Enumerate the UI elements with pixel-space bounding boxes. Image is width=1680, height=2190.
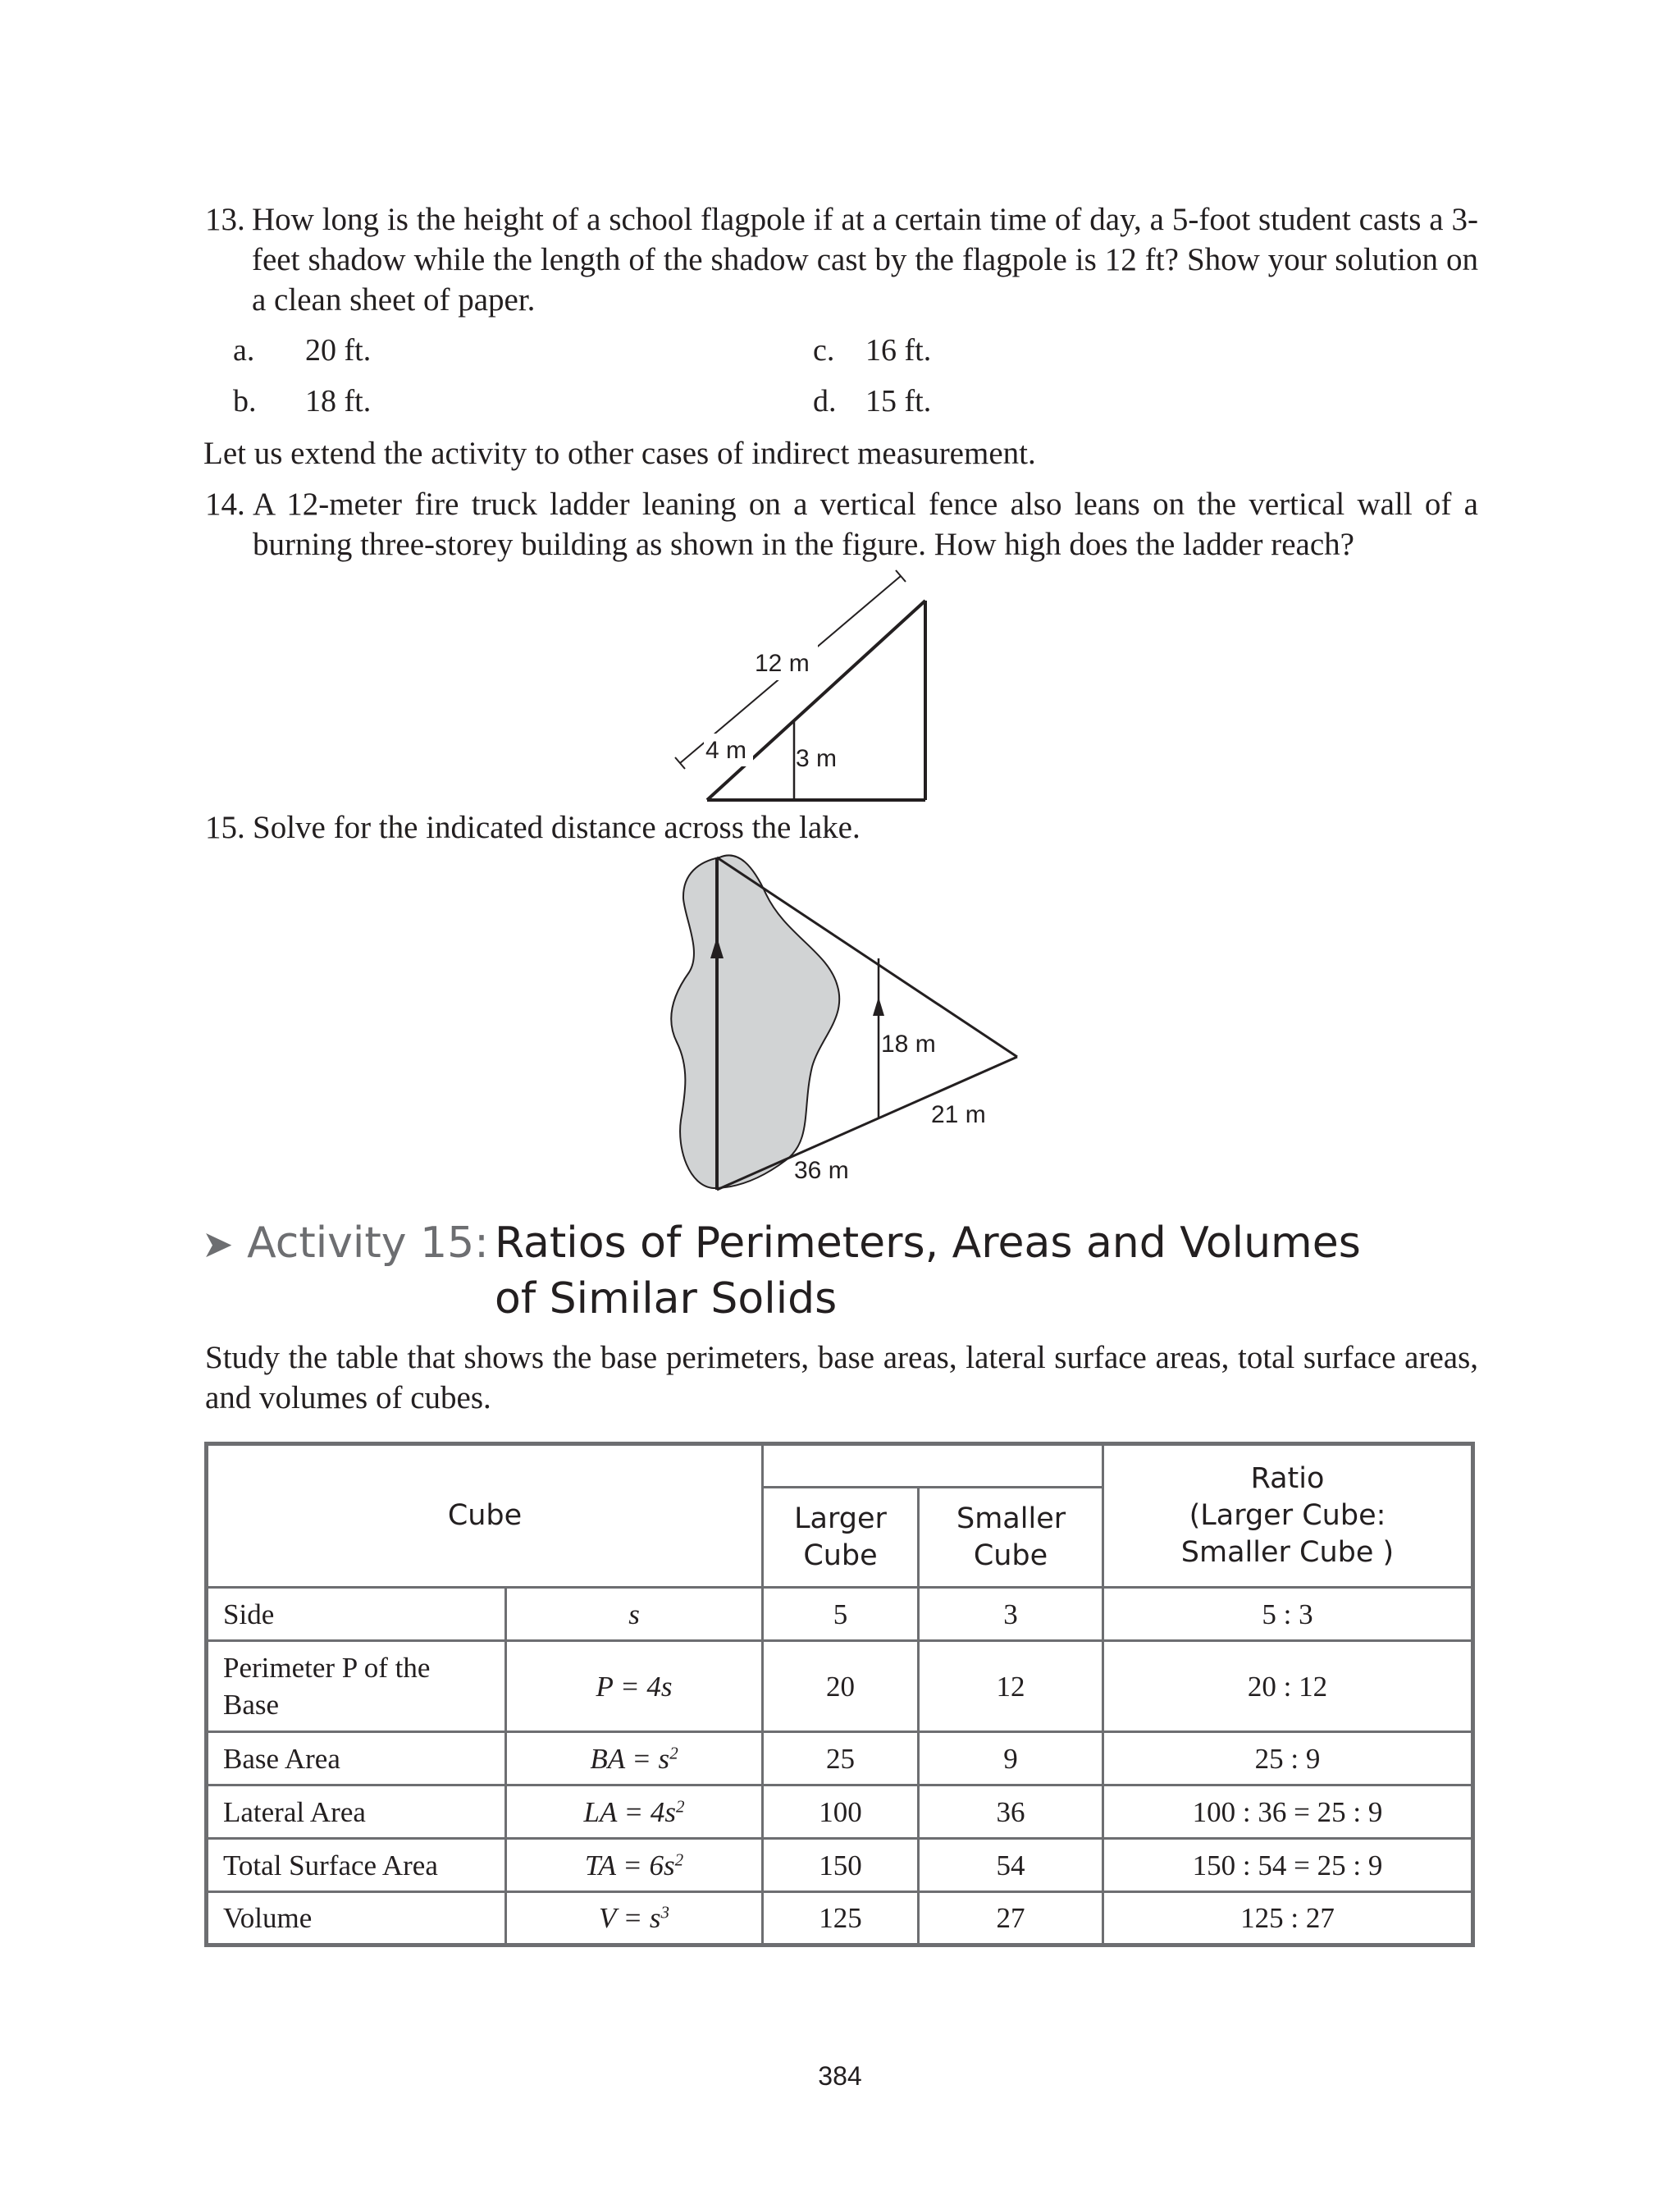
row-smaller: 9 — [919, 1732, 1103, 1785]
header-ratio-subtitle: (Larger Cube: Smaller Cube ) — [1180, 1499, 1395, 1569]
table-header-row — [207, 1444, 1473, 1488]
q13-option-a: 20 ft. — [305, 333, 372, 368]
q13-option-a-letter: a. — [233, 333, 255, 368]
q13-option-c: 16 ft. — [865, 333, 932, 368]
q14-text: A 12-meter fire truck ladder leaning on a vertical fence also leans on the vertical wall of a burning three-storey building as shown in the figure. How high does the ladder reach? — [253, 487, 1478, 562]
row-ratio: 5 : 3 — [1103, 1588, 1473, 1641]
table-row — [207, 1588, 1473, 1641]
formula-text: LA = 4s — [583, 1795, 676, 1828]
lake-figure — [656, 845, 1034, 1198]
dimension-tick-end — [896, 570, 906, 582]
formula-exponent: 2 — [674, 1849, 684, 1869]
q13-number: 13. — [205, 202, 245, 237]
activity-label: Activity 15: — [247, 1218, 489, 1268]
row-larger: 100 — [763, 1785, 919, 1839]
header-ratio-title: Ratio — [1250, 1462, 1325, 1495]
row-smaller: 27 — [919, 1892, 1103, 1945]
row-larger: 25 — [763, 1732, 919, 1785]
q13-text: How long is the height of a school flagpole if at a certain time of day, a 5-foot student casts a 3-feet shadow while the length of the shadow cast by the flagpole is 12 ft? Show your solution on a clean sheet of paper. — [252, 202, 1478, 318]
q13-option-b: 18 ft. — [305, 384, 372, 418]
header-larger-cube: Larger Cube — [763, 1488, 919, 1588]
dimension-tick-start — [675, 757, 685, 769]
row-ratio: 25 : 9 — [1103, 1732, 1473, 1785]
row-ratio: 100 : 36 = 25 : 9 — [1103, 1785, 1473, 1839]
row-ratio: 150 : 54 = 25 : 9 — [1103, 1839, 1473, 1892]
cube-table — [204, 1442, 1475, 1947]
row-name: Side — [207, 1588, 506, 1641]
q14-number: 14. — [205, 487, 245, 522]
row-formula: P = 4s — [506, 1641, 763, 1732]
intro-text: Study the table that shows the base perimeters, base areas, lateral surface areas, total surface areas, and volumes of cubes. — [205, 1340, 1478, 1415]
activity-arrow-icon: ➤ — [202, 1222, 234, 1266]
row-name: Perimeter P of the Base — [207, 1641, 506, 1732]
header-smaller-cube: Smaller Cube — [919, 1488, 1103, 1588]
row-name: Total Surface Area — [207, 1839, 506, 1892]
q13-option-d-letter: d. — [813, 384, 837, 418]
page-number: 384 — [818, 2061, 862, 2091]
activity-title-line2: of Similar Solids — [495, 1274, 838, 1324]
row-formula — [506, 1732, 763, 1785]
table-row — [207, 1641, 1473, 1732]
row-formula — [506, 1892, 763, 1945]
q15-text: Solve for the indicated distance across the lake. — [253, 810, 861, 845]
q15-number: 15. — [205, 810, 245, 845]
row-formula: s — [506, 1588, 763, 1641]
row-name: Base Area — [207, 1732, 506, 1785]
q13-option-d: 15 ft. — [865, 384, 932, 418]
extend-text: Let us extend the activity to other cases of indirect measurement. — [203, 436, 1036, 471]
row-smaller: 36 — [919, 1785, 1103, 1839]
row-formula — [506, 1785, 763, 1839]
table-row — [207, 1892, 1473, 1945]
activity-title-line1: Ratios of Perimeters, Areas and Volumes — [495, 1218, 1361, 1268]
table-row — [207, 1732, 1473, 1785]
formula-exponent: 2 — [675, 1795, 685, 1816]
row-smaller: 54 — [919, 1839, 1103, 1892]
lake-shape — [671, 855, 839, 1188]
row-larger: 150 — [763, 1839, 919, 1892]
header-cube: Cube — [207, 1444, 763, 1588]
header-blank — [763, 1444, 1103, 1488]
row-smaller: 12 — [919, 1641, 1103, 1732]
label-3m: 3 m — [796, 745, 838, 772]
q13-option-b-letter: b. — [233, 384, 257, 418]
label-21m: 21 m — [931, 1101, 986, 1128]
label-12m: 12 m — [755, 650, 810, 677]
q13-option-c-letter: c. — [813, 333, 835, 368]
ladder-figure — [656, 566, 984, 812]
row-formula — [506, 1839, 763, 1892]
formula-exponent: 2 — [669, 1742, 678, 1763]
row-name: Lateral Area — [207, 1785, 506, 1839]
header-ratio — [1103, 1444, 1473, 1588]
label-36m: 36 m — [794, 1157, 849, 1184]
formula-text: TA = 6s — [584, 1849, 675, 1881]
table-row — [207, 1839, 1473, 1892]
row-larger: 20 — [763, 1641, 919, 1732]
up-arrow-icon — [873, 997, 884, 1016]
label-18m: 18 m — [881, 1031, 936, 1058]
row-larger: 125 — [763, 1892, 919, 1945]
formula-text: BA = s — [590, 1742, 670, 1775]
formula-text: V = s — [599, 1902, 661, 1934]
row-smaller: 3 — [919, 1588, 1103, 1641]
formula-exponent: 3 — [660, 1902, 669, 1923]
activity-heading — [202, 1216, 489, 1271]
row-name: Volume — [207, 1892, 506, 1945]
label-4m: 4 m — [705, 737, 747, 764]
row-ratio: 20 : 12 — [1103, 1641, 1473, 1732]
table-row — [207, 1785, 1473, 1839]
row-ratio: 125 : 27 — [1103, 1892, 1473, 1945]
row-larger: 5 — [763, 1588, 919, 1641]
